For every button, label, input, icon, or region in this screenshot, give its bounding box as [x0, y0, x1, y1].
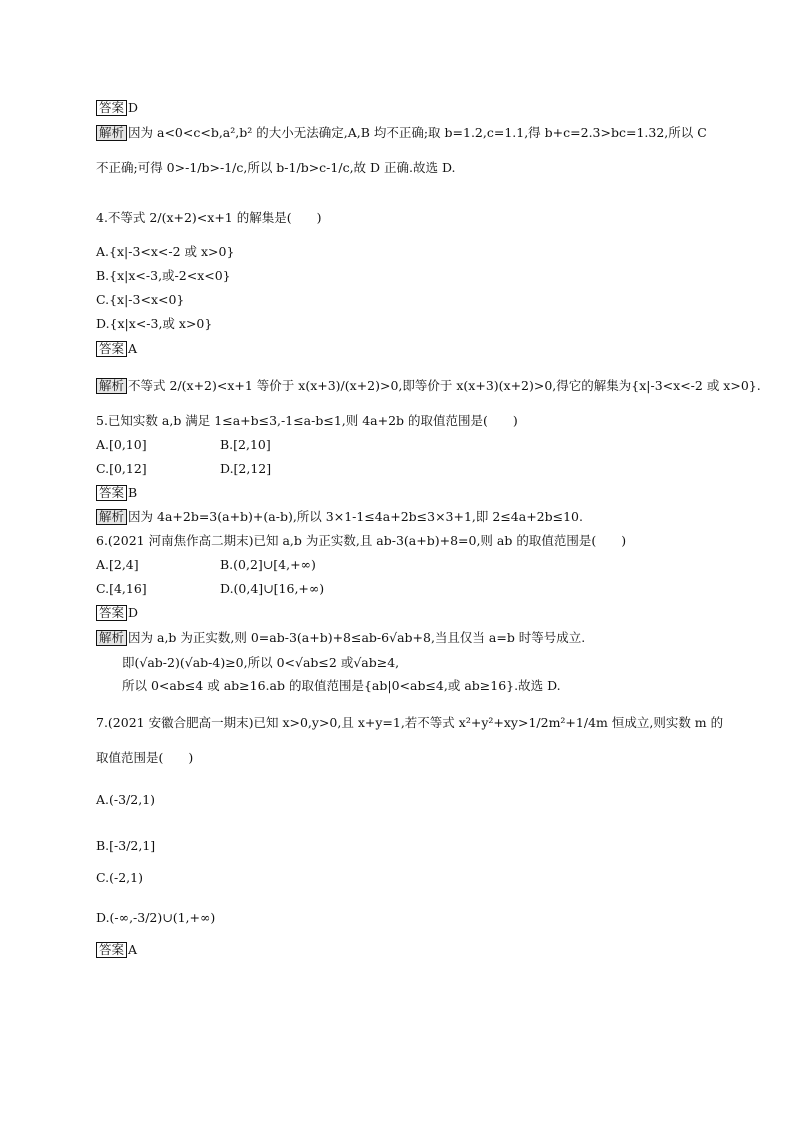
q7-stem-line2: 取值范围是( ): [96, 750, 194, 765]
q4-option-b: B.{x|x<-3,或-2<x<0}: [96, 268, 231, 283]
q5-analysis-line: [96, 509, 583, 525]
q7-option-d: D.(-∞,-3/2)∪(1,+∞): [96, 910, 216, 925]
q4-analysis-text: 不等式 2/(x+2)<x+1 等价于 x(x+3)/(x+2)>0,即等价于 x(x+3)(x+2)>0,得它的解集为{x|-3<x<-2 或 x>0}.: [128, 378, 761, 393]
q5-stem: 5.已知实数 a,b 满足 1≤a+b≤3,-1≤a-b≤1,则 4a+2b 的取值范围是( ): [96, 413, 518, 428]
q4-answer-line: [96, 341, 137, 357]
q6-analysis-line1: [96, 630, 585, 646]
analysis-tag: 解析: [96, 509, 127, 525]
q6-stem: 6.(2021 河南焦作高二期末)已知 a,b 为正实数,且 ab-3(a+b)+8=0,则 ab 的取值范围是( ): [96, 533, 627, 548]
q6-option-d: D.(0,4]∪[16,+∞): [220, 581, 325, 596]
q3-analysis-line2: 不正确;可得 0>-1/b>-1/c,所以 b-1/b>c-1/c,故 D 正确.故选 D.: [96, 160, 456, 175]
q3-answer-line: [96, 100, 138, 116]
q3-answer: D: [128, 100, 139, 115]
q3-analysis-line1: [96, 125, 707, 141]
q5-option-a: A.[0,10]: [96, 437, 147, 452]
q7-option-c: C.(-2,1): [96, 870, 143, 885]
q6-analysis-line2: 即(√ab-2)(√ab-4)≥0,所以 0<√ab≤2 或√ab≥4,: [122, 655, 400, 670]
q4-option-a: A.{x|-3<x<-2 或 x>0}: [96, 244, 235, 259]
q4-option-d: D.{x|x<-3,或 x>0}: [96, 316, 213, 331]
analysis-tag: 解析: [96, 630, 127, 646]
q6-option-b: B.(0,2]∪[4,+∞): [220, 557, 316, 572]
q5-option-b: B.[2,10]: [220, 437, 271, 452]
q4-answer: A: [128, 341, 138, 356]
q7-option-a: A.(-3/2,1): [96, 792, 156, 807]
q4-analysis-line: [96, 378, 761, 394]
analysis-tag: 解析: [96, 125, 127, 141]
q5-option-c: C.[0,12]: [96, 461, 147, 476]
q7-option-b: B.[-3/2,1]: [96, 838, 156, 853]
q6-option-a: A.[2,4]: [96, 557, 139, 572]
answer-tag: 答案: [96, 100, 127, 116]
answer-tag: 答案: [96, 605, 127, 621]
q7-answer-line: [96, 942, 137, 958]
q3-analysis-text1: 因为 a<0<c<b,a²,b² 的大小无法确定,A,B 均不正确;取 b=1.2,c=1.1,得 b+c=2.3>bc=1.32,所以 C: [128, 125, 707, 140]
q4-option-c: C.{x|-3<x<0}: [96, 292, 185, 307]
q6-analysis-line3: 所以 0<ab≤4 或 ab≥16.ab 的取值范围是{ab|0<ab≤4,或 ab≥16}.故选 D.: [122, 678, 561, 693]
q7-stem-line1: 7.(2021 安徽合肥高一期末)已知 x>0,y>0,且 x+y=1,若不等式 x²+y²+xy>1/2m²+1/4m 恒成立,则实数 m 的: [96, 715, 724, 730]
analysis-tag: 解析: [96, 378, 127, 394]
q5-answer-line: [96, 485, 137, 501]
answer-tag: 答案: [96, 942, 127, 958]
q4-stem: 4.不等式 2/(x+2)<x+1 的解集是( ): [96, 210, 322, 225]
q6-answer: D: [128, 605, 139, 620]
q5-answer: B: [128, 485, 138, 500]
q5-option-d: D.[2,12]: [220, 461, 272, 476]
answer-tag: 答案: [96, 485, 127, 501]
q6-answer-line: [96, 605, 138, 621]
q6-analysis-text1: 因为 a,b 为正实数,则 0=ab-3(a+b)+8≤ab-6√ab+8,当且仅当 a=b 时等号成立.: [128, 630, 586, 645]
q5-analysis-text: 因为 4a+2b=3(a+b)+(a-b),所以 3×1-1≤4a+2b≤3×3+1,即 2≤4a+2b≤10.: [128, 509, 583, 524]
q6-option-c: C.[4,16]: [96, 581, 147, 596]
q7-answer: A: [128, 942, 138, 957]
answer-tag: 答案: [96, 341, 127, 357]
